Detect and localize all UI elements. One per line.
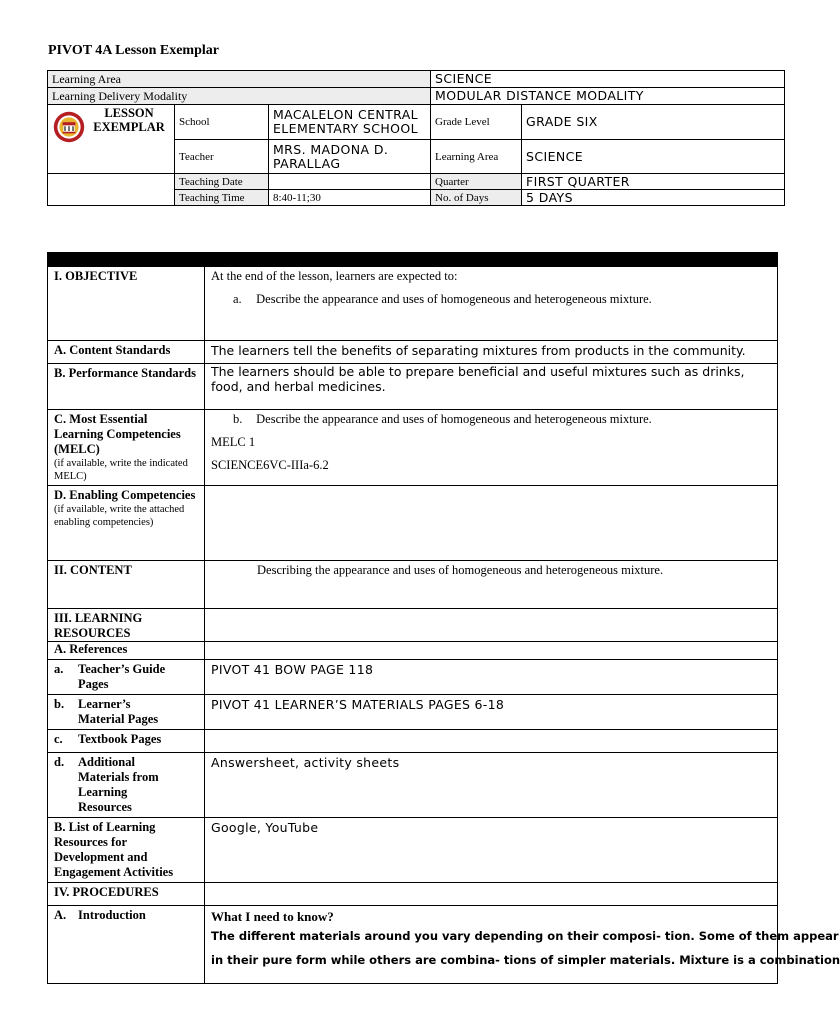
references-label: A. References <box>48 642 205 660</box>
intro-line-1: The different materials around you vary depending on their composi- tion. Some of them appear <box>211 929 839 943</box>
grade-level-label: Grade Level <box>431 105 522 140</box>
delivery-modality-label: Learning Delivery Modality <box>48 88 431 105</box>
am-value: Answersheet, activity sheets <box>205 753 778 818</box>
empty-cell <box>48 190 175 206</box>
teaching-date-label: Teaching Date <box>175 174 269 190</box>
table-row <box>48 642 778 660</box>
objective-label: I. OBJECTIVE <box>48 267 205 341</box>
enabling-note: (if available, write the attached enabling competencies) <box>54 504 185 528</box>
school-value: MACALELON CENTRAL ELEMENTARY SCHOOL <box>269 105 431 140</box>
table-row <box>48 660 778 695</box>
content-standards-label: A. Content Standards <box>48 341 205 364</box>
teacher-value: MRS. MADONA D. PARALLAG <box>269 140 431 174</box>
quarter-label: Quarter <box>431 174 522 190</box>
am-label: Additional Materials from Learning Resources <box>78 755 159 814</box>
learning-area-label: Learning Area <box>48 71 431 88</box>
procedures-label: IV. PROCEDURES <box>48 883 205 906</box>
melc-number: MELC 1 <box>211 435 256 449</box>
tb-value <box>205 730 778 753</box>
learning-area-2-value: SCIENCE <box>522 140 785 174</box>
table-row <box>48 883 778 906</box>
performance-standards-label: B. Performance Standards <box>48 364 205 410</box>
content-standards-value: The learners tell the benefits of separating mixtures from products in the community. <box>205 341 778 364</box>
tg-value: PIVOT 41 BOW PAGE 118 <box>205 660 778 695</box>
table-row <box>48 267 778 341</box>
lesson-exemplar-label: LESSON EXEMPLAR <box>93 106 165 134</box>
melc-label: C. Most Essential Learning Competencies (MELC) <box>54 412 181 456</box>
table-row <box>48 341 778 364</box>
am-marker: d. <box>54 755 65 769</box>
deped-seal-icon <box>53 111 85 143</box>
intro-heading: What I need to know? <box>211 909 334 924</box>
tb-marker: c. <box>54 732 63 746</box>
enabling-label: D. Enabling Competencies <box>54 488 196 502</box>
melc-code: SCIENCE6VC-IIIa-6.2 <box>211 458 329 472</box>
list-label: B. List of Learning Resources for Development and Engagement Activities <box>48 818 205 883</box>
lesson-plan-table <box>47 252 840 984</box>
teacher-label: Teacher <box>175 140 269 174</box>
list-value: Google, YouTube <box>205 818 778 883</box>
lesson-header-table <box>47 70 785 206</box>
table-row <box>48 486 778 561</box>
lm-label: Learner’s Material Pages <box>78 697 159 726</box>
quarter-value: FIRST QUARTER <box>522 174 785 190</box>
objective-item-marker: a. <box>233 292 242 306</box>
table-row <box>48 364 778 410</box>
tg-marker: a. <box>54 662 64 676</box>
melc-item-marker: b. <box>233 412 243 426</box>
days-label: No. of Days <box>431 190 522 206</box>
intro-line-2: in their pure form while others are combina- tions of simpler materials. Mixture is a combination <box>211 953 840 967</box>
table-row <box>48 906 778 984</box>
content-label: II. CONTENT <box>48 561 205 609</box>
learning-area-2-label: Learning Area <box>431 140 522 174</box>
lm-value: PIVOT 41 LEARNER’S MATERIALS PAGES 6-18 <box>205 695 778 730</box>
days-value: 5 DAYS <box>522 190 785 206</box>
content-value: Describing the appearance and uses of homogeneous and heterogeneous mixture. <box>205 561 778 609</box>
empty-cell <box>48 174 175 190</box>
table-row <box>48 753 778 818</box>
objective-item: Describe the appearance and uses of homogeneous and heterogeneous mixture. <box>256 292 652 306</box>
table-row <box>48 695 778 730</box>
grade-level-value: GRADE SIX <box>522 105 785 140</box>
table-row <box>48 730 778 753</box>
table-row <box>48 609 778 642</box>
lesson-exemplar-cell <box>48 105 175 174</box>
objective-intro: At the end of the lesson, learners are expected to: <box>211 269 458 283</box>
melc-item: Describe the appearance and uses of homogeneous and heterogeneous mixture. <box>256 412 652 426</box>
teaching-date-value <box>269 174 431 190</box>
teaching-time-value: 8:40-11;30 <box>269 190 431 206</box>
table-row <box>48 561 778 609</box>
tb-label: Textbook Pages <box>78 732 162 746</box>
melc-note: (if available, write the indicated MELC) <box>54 458 188 482</box>
document-title: PIVOT 4A Lesson Exemplar <box>48 43 219 58</box>
intro-label: Introduction <box>78 908 146 922</box>
performance-standards-value: The learners should be able to prepare beneficial and useful mixtures such as drinks, food, and herbal medicines. <box>205 364 778 410</box>
table-row <box>48 410 778 486</box>
delivery-modality-value: MODULAR DISTANCE MODALITY <box>431 88 785 105</box>
table-row <box>48 818 778 883</box>
resources-label: III. LEARNING RESOURCES <box>48 609 205 642</box>
tg-label: Teacher’s Guide Pages <box>78 662 166 691</box>
lm-marker: b. <box>54 697 65 711</box>
learning-area-value: SCIENCE <box>431 71 785 88</box>
enabling-value <box>205 486 778 561</box>
table-header-bar <box>48 253 778 267</box>
intro-marker: A. <box>54 908 67 922</box>
teaching-time-label: Teaching Time <box>175 190 269 206</box>
school-label: School <box>175 105 269 140</box>
